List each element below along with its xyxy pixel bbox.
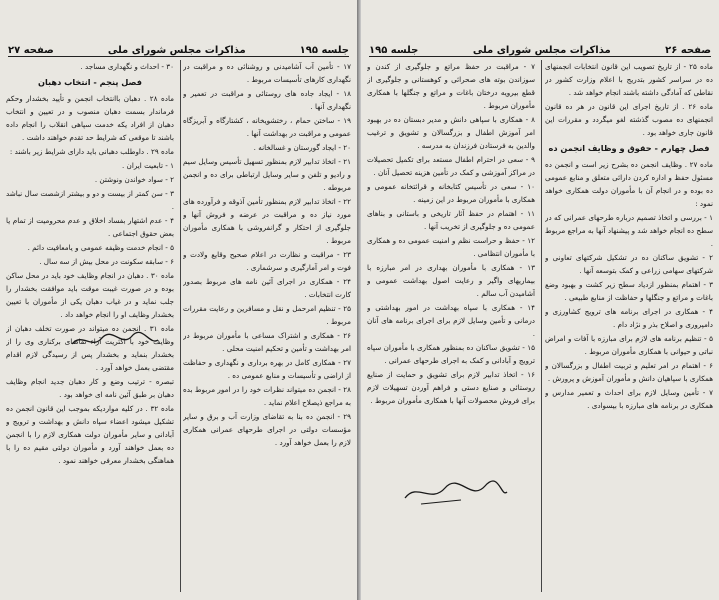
paragraph: ۲۸ - انجمن ده میتواند نظرات خود را در امور مربوط بده به مراجع ذیصلاح اعلام نماید .	[183, 385, 351, 407]
paragraph: ۲۰ - ایجاد گورستان و غسالخانه .	[253, 143, 351, 152]
right-page-header	[369, 40, 711, 57]
list-item: ۱۳ - همکاری با مأموران بهداری در امر مبارزه با بیماریهای واگیر و رعایت اصول بهداشت عمومی و آشامیدن آب سالم .	[367, 263, 535, 298]
list-item: ۱۲ - حفظ و حراست نظم و امنیت عمومی ده و همکاری با مأموران انتظامی .	[367, 236, 535, 258]
list-item: ۵ - تنظیم برنامه های لازم برای مبارزه با آفات و امراض نباتی و حیوانی با همکاری مأموران مربوط .	[545, 334, 713, 356]
section-heading: فصل چهارم - حقوق و وظایف انجمن ده	[548, 143, 710, 153]
list-item: ۱ - بررسی و اتخاذ تصمیم درباره طرحهای عمرانی که در سطح ده انجام خواهد شد و پیشنهاد آنها به مراجع مربوط .	[545, 213, 713, 248]
list-item: ۱۰ - سعی در تأسیس کتابخانه و قرائتخانه عمومی و همکاری با مأموران مربوط در این زمینه .	[367, 182, 535, 204]
right-session-label: جلسه ۱۹۵	[369, 45, 419, 56]
list-item: ۹ - سعی در احترام اطفال مستعد برای تکمیل تحصیلات در مراکز آموزشی و کمک در تأمین هزینه تحصیل آنان .	[367, 155, 535, 177]
list-item: ۱۶ - اتخاذ تدابیر لازم برای تشویق و حمایت از صنایع روستائی و صنایع دستی و فراهم آوردن تسهیلات لازم برای فروش محصولات آنها با همکاری مأموران مربوط .	[367, 370, 535, 405]
list-item: ۵ - انجام خدمت وظیفه عمومی و یامعافیت دائم .	[27, 243, 174, 252]
paragraph: ۲۹ - انجمن ده بنا به تقاضای وزارت آب و برق و سایر مؤسسات دولتی در اجرای طرحهای عمرانی همکاری لازم را بعمل خواهد آورد .	[183, 412, 351, 447]
paragraph: ۲۷ - همکاری کامل در بهره برداری و نگهداری و حفاظت از اراضی و تأسیسات و منابع عمومی ده .	[183, 358, 351, 380]
list-item: ۱۱ - اهتمام در حفظ آثار تاریخی و باستانی و بناهای عمومی ده و جلوگیری از تخریب آنها .	[367, 209, 535, 231]
paragraph: ۱۹ - ساختن حمام ، رختشویخانه ، کشتارگاه و آبریزگاه عمومی و مراقبت در بهداشت آنها .	[183, 116, 351, 138]
left-session-label: جلسه ۱۹۵	[299, 45, 349, 56]
list-item: ۱ - تابعیت ایران .	[121, 161, 174, 170]
right-page-column-right	[545, 60, 713, 594]
left-page-column-left	[6, 60, 174, 594]
paragraph: ۱۸ - ایجاد جاده های روستائی و مراقبت در تعمیر و نگهداری آنها .	[183, 89, 351, 111]
paragraph: ۲۲ - اتخاذ تدابیر لازم بمنظور تأمین آذوقه و فرآورده های مورد نیاز ده و مراقبت در عرضه و فروش آنها و جلوگیری از احتکار و گرانفروشی با همکاری مأموران مربوط .	[183, 197, 351, 245]
list-item: ۱۴ - همکاری با سپاه بهداشت در امور بهداشتی و درمانی و تأمین وسایل لازم برای اجرای برنامه های آنان .	[367, 303, 535, 338]
paragraph: ماده ۲۷ . وظایف انجمن ده بشرح زیر است و انجمن ده مسئول حفظ و اداره کردن دارائی متعلق و منابع عمومی ده بوده و در انجام آن با مأموران دولت همکاری خواهد نمود :	[545, 160, 713, 208]
list-item: ۳ - سن کمتر از بیست و دو و بیشتر ازشصت سال نباشد .	[6, 189, 174, 211]
list-item: ۸ - همکاری با سپاهی دانش و مدیر دبستان ده در بهبود امر آموزش اطفال و بزرگسالان و تشویق و ترغیب والدین به فرستادن فرزندان به مدرسه .	[367, 115, 535, 150]
section-heading: فصل پنجم - انتخاب دهبان	[38, 77, 142, 87]
right-title: مذاکرات مجلس شورای ملی	[472, 45, 611, 56]
list-item: ۶ - سابقه سکونت در محل بیش از سه سال .	[39, 257, 174, 266]
paragraph: ماده ۳۲ . در کلیه مواردیکه بموجب این قانون انجمن ده تشکیل میشود اعضاء سپاه دانش و بهداشت و ترویج و آبادانی و سایر مأموران دولت همکاری لازم را با انجمن ده بعمل خواهند آورد و مأموران دولتی مقیم ده را با هماهنگی بخشدار معرفی خواهند نمود .	[6, 404, 174, 465]
paragraph: ماده ۲۹ . داوطلب دهبانی باید دارای شرایط زیر باشند :	[9, 147, 174, 156]
list-item: ۷ - مراقبت در حفظ مراتع و جلوگیری از کندن و سوزاندن بوته های صحرائی و کوهستانی و جلوگیری از قطع بیرویه درختان باغات و مراتع و جنگلها با همکاری مأموران مربوط .	[367, 62, 535, 110]
list-item: ۲ - تشویق ساکنان ده در تشکیل شرکتهای تعاونی و شرکتهای سهامی زراعی و کمک بتوسعه آنها .	[545, 253, 713, 275]
paragraph: ماده ۲۶ . از تاریخ اجرای این قانون در هر ده قانون انجمنهای ده مصوب گذشته لغو میگردد و مقررات این قانون جاری خواهد بود .	[545, 102, 713, 137]
left-page-number: صفحه ۲۷	[8, 45, 54, 56]
paragraph: ۲۳ - مراقبت و نظارت در اعلام صحیح وقایع ولادت و فوت و امر آمارگیری و سرشماری .	[183, 250, 351, 272]
right-page-column-left	[367, 60, 535, 594]
list-item: ۲ - سواد خواندن ونوشتن .	[94, 175, 174, 184]
paragraph: ماده ۳۰ . دهبان در انجام وظایف خود باید در محل ساکن بوده و در صورت غیبت موقت باید موافقت بخشدار را جلب نماید و در غیاب دهبان یکی از مأموران با تعیین بخشدار وظایف او را انجام خواهد داد .	[6, 271, 174, 319]
paragraph: تبصره - ترتیب وضع و کار دهبان جدید انجام وظایف دهبان بر طبق آئین نامه ای خواهد بود .	[6, 377, 174, 399]
list-item: ۱۵ - تشویق ساکنان ده بمنظور همکاری با مأموران سپاه ترویج و آبادانی و کمک به اجرای طرحهای عمرانی .	[367, 343, 535, 365]
paragraph: ماده ۲۸ . دهبان باانتخاب انجمن و تأیید بخشدار وحکم فرماندار بسمت دهبان منصوب و در تعیین و انتخاب دهبان از افراد یکه خدمت سپاهی انقلاب را انجام داده باشند تا موقعی که شرایط حد تقدم خواهند داشت .	[6, 94, 174, 142]
left-page	[0, 0, 358, 600]
paragraph: ۲۵ - تنظیم امرحمل و نقل و مسافرین و رعایت مقررات مربوط .	[183, 304, 351, 326]
paragraph: ۲۱ - اتخاذ تدابیر لازم بمنظور تسهیل تأسیس وسایل سیم و رادیو و تلفن و سایر وسایل ارتباطی برای ده و انجمن مربوطه .	[183, 157, 351, 192]
paragraph: ۳۰ - احداث و نگهداری مساجد .	[80, 62, 174, 71]
column-divider	[541, 60, 542, 592]
left-title: مذاکرات مجلس شورای ملی	[107, 45, 246, 56]
paragraph: ماده ۳۱ . انجمن ده میتواند در صورت تخلف دهبان از وظایف خود با اکثریت آراء تقاضای برکناری وی را از بخشدار بنماید و بخشدار پس از رسیدگی لازم اقدام مقتضی بعمل خواهد آورد .	[6, 324, 174, 372]
left-page-column-right	[183, 60, 351, 594]
list-item: ۴ - عدم اشتهار بفساد اخلاق و عدم محرومیت از تمام یا بعض حقوق اجتماعی .	[6, 216, 174, 238]
list-item: ۶ - اهتمام در امر تعلیم و تربیت اطفال و بزرگسالان و همکاری با سپاهیان دانش و مأموران آموزش و پرورش .	[545, 361, 713, 383]
list-item: ۴ - همکاری در اجرای برنامه های ترویج کشاورزی و دامپروری و اصلاح بذر و نژاد دام .	[545, 307, 713, 329]
paragraph: ۲۴ - همکاری در اجرای آئین نامه های مربوط بصدور کارت انتخابات .	[183, 277, 351, 299]
column-divider	[180, 60, 181, 592]
list-item: ۳ - اهتمام بمنظور ازدیاد سطح زیر کشت و بهبود وضع باغات و مراتع و جنگلها و حفاظت از منابع طبیعی .	[545, 280, 713, 302]
paragraph: ۱۷ - تأمین آب آشامیدنی و روشنائی ده و مراقبت در نگهداری کارهای تأسیسات مربوط .	[183, 62, 351, 84]
list-item: ۷ - تأمین وسایل لازم برای احداث و تعمیر مدارس و همکاری در برنامه های مبارزه با بیسوادی .	[545, 388, 713, 410]
right-page	[361, 0, 719, 600]
left-page-header	[8, 40, 349, 57]
paragraph: ۲۶ - همکاری و اشتراک مساعی با مأموران مربوط در امر بهداشت و تأمین و تحکیم امنیت محلی .	[183, 331, 351, 353]
right-page-number: صفحه ۲۶	[665, 45, 711, 56]
paragraph: ماده ۲۵ - از تاریخ تصویب این قانون انتخابات انجمنهای ده در سراسر کشور بتدریج با اعلام وزارت کشور در نقاطی که آمادگی داشته باشند انجام خواهد شد .	[545, 62, 713, 97]
